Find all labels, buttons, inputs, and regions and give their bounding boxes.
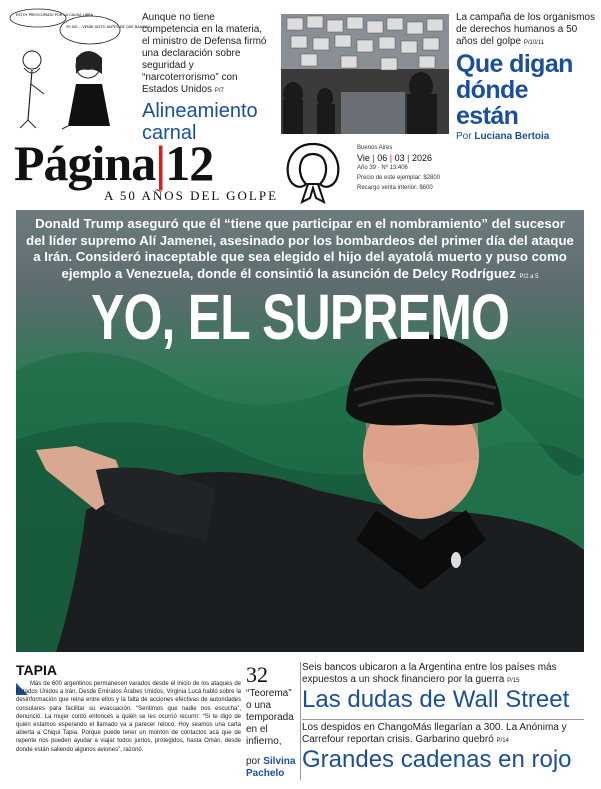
teaser-alineamiento-ref: P/7 <box>214 88 224 94</box>
column-author: por Silvina Pachelo <box>246 756 296 779</box>
story-divider <box>302 719 584 720</box>
cartoon-bubble-right: YO NO… VENDÍ JUSTO ANTES DE QUE BAJARA <box>66 25 149 29</box>
logo-bar: | <box>155 135 166 191</box>
price: Precio de este ejemplar: $2800 <box>357 175 441 181</box>
masthead-tagline: A 50 AÑOS DEL GOLPE <box>104 188 279 203</box>
column-teaser-text[interactable]: “Teorema” o una temporada en el infierno, <box>246 688 294 747</box>
wall-street-summary: Seis bancos ubicaron a la Argentina entre los países más expuestos a un shock financiero por la guerra P/15 <box>302 662 557 685</box>
cadenas-summary: Los despidos en ChangoMás llegarían a 300. La Anónima y Carrefour reportan crisis. Garbarino quebró P/14 <box>302 722 567 745</box>
tapia-body: Más de 600 argentinos permanecen varados desde el inicio de los ataques de Estados Unidos a Irán. Desde Emiratos Árabes Unidos, Virginia Lucá habló sobre la desinformación que reina entre ellos y la falta de acciones efectivas de autoridades consulares para facilitar su evacuación. “Sentimos que nadie nos escucha”, denunció. La mujer contó entonces a quién se les ocurrió recurrir: “Si te digo de quién estamos esperando el llamado va a parecer reloco. Hoy seamos una carta abierta a Chiqui Tapia. Porque puede tener un montón de contactos acá que de repente nos pueden ayudar a viajar todos juntos, protegidos, hasta Omán, desde donde están saliendo algunos aviones”, razonó. <box>16 681 241 753</box>
date-block <box>357 143 440 193</box>
main-headline[interactable]: YO, EL SUPREMO <box>90 281 510 353</box>
teaser-alineamiento-text: Aunque no tiene competencia en la materia, el ministro de Defensa firmó una declaración sobre seguridad y “narcoterrorismo” con Estados Unidos <box>142 12 267 95</box>
city: Buenos Aires <box>357 145 393 151</box>
teaser-digan-ref: P/10/11 <box>523 40 545 46</box>
cadenas-headline[interactable]: Grandes cadenas en rojo <box>302 746 572 773</box>
white-kerchief-icon <box>282 140 344 206</box>
teaser-alineamiento-headline[interactable]: Alineamiento carnal <box>142 100 258 144</box>
tapia-title[interactable]: TAPIA <box>16 662 57 678</box>
column-divider <box>300 662 301 780</box>
teaser-digan[interactable] <box>456 12 596 142</box>
cartoon-illustration <box>10 8 149 130</box>
teaser-digan-author: Luciana Bertoia <box>474 131 550 142</box>
wall-street-headline[interactable]: Las dudas de Wall Street <box>302 686 570 713</box>
main-deck-ref: P/2 a 5 <box>519 273 539 280</box>
edition-date: Vie | 06 | 03 | 2026 <box>357 153 433 163</box>
cartoon-bubble-left: ESTOY PREOCUPADO POR LA CAUSA LIBRA <box>16 13 93 17</box>
logo-number: 12 <box>165 135 214 191</box>
teaser-digan-by-prefix: Por <box>456 131 472 142</box>
issue-number: Año 39 · Nº 13.406 <box>357 165 408 171</box>
protest-photo <box>281 14 449 134</box>
newspaper-logo[interactable] <box>14 136 213 190</box>
teaser-digan-text: La campaña de los organismos de derechos humanos a 50 años del golpe <box>456 12 595 47</box>
main-deck <box>26 216 574 285</box>
surcharge: Recargo venta interior: $600 <box>357 185 433 191</box>
teaser-alineamiento[interactable] <box>142 12 272 144</box>
main-deck-text: Donald Trump aseguró que él “tiene que participar en el nombramiento” del sucesor del líder supremo Alí Jamenei, asesinado por los bombardeos del primer día del ataque a Irán. Consideró inaceptable que sea elegido el hijo del ayatolá muerto y puso como ejemplo a Venezuela, donde él consintió la asunción de Delcy Rodríguez <box>26 216 574 281</box>
teaser-digan-headline[interactable]: Que digan dónde están <box>456 50 573 130</box>
column-page-number: 32 <box>246 662 268 687</box>
logo-word: Página <box>14 135 156 191</box>
